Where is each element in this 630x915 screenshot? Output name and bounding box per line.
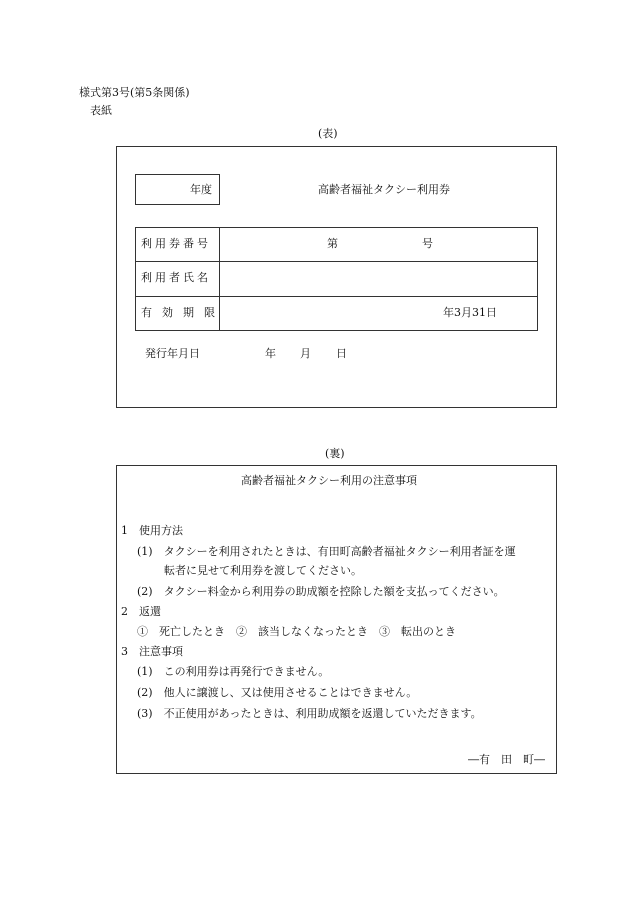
ticket-number-suffix: 号 [422,237,433,250]
table-row-line [135,296,538,297]
section-item: (3) 不正使用があったときは、利用助成額を返還していただきます。 [137,707,482,720]
cover-label: 表紙 [90,104,112,117]
section-heading: 3 注意事項 [121,645,183,658]
validity-value: 年3月31日 [443,306,497,319]
form-number: 様式第3号(第5条関係) [79,86,190,99]
section-heading: 2 返還 [121,605,161,618]
notes-title: 高齢者福祉タクシー利用の注意事項 [241,474,417,487]
ticket-number-prefix: 第 [327,237,338,250]
front-label: (表) [318,127,338,140]
back-card [116,465,557,774]
section-item: 転者に見せて利用券を渡してください。 [164,564,362,577]
issue-month: 月 [300,347,311,360]
ticket-number-label: 利用券番号 [141,237,211,250]
issue-day: 日 [336,347,347,360]
table-row-line [135,261,538,262]
issue-year: 年 [265,347,276,360]
section-heading: 1 使用方法 [121,524,183,537]
section-item: ① 死亡したとき ② 該当しなくなったとき ③ 転出のとき [137,625,456,638]
section-item: (2) 他人に譲渡し、又は使用させることはできません。 [137,686,418,699]
issuer-name: ―有 田 町― [468,753,545,766]
ticket-title: 高齢者福祉タクシー利用券 [318,183,450,196]
user-name-label: 利用者氏名 [141,271,211,284]
issue-date-label: 発行年月日 [145,347,200,360]
validity-label: 有効期限 [141,306,225,319]
section-item: (1) タクシーを利用されたときは、有田町高齢者福祉タクシー利用者証を運 [137,545,516,558]
section-item: (2) タクシー料金から利用券の助成額を控除した額を支払ってください。 [137,585,505,598]
year-label: 年度 [190,183,212,196]
section-item: (1) この利用券は再発行できません。 [137,665,330,678]
back-label: (裏) [325,447,345,460]
